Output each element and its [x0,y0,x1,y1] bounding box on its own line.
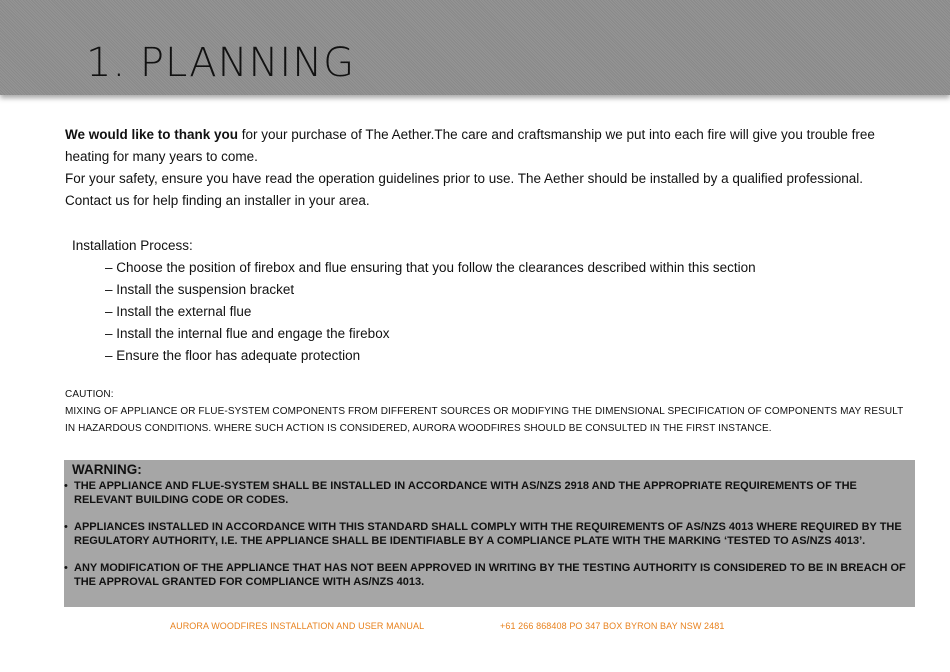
warning-item [64,479,914,507]
process-step: – Install the suspension bracket [105,282,295,297]
process-step: – Install the internal flue and engage the firebox [105,326,390,341]
caution-title: CAUTION: [65,389,114,400]
intro-paragraph-1 [65,124,895,168]
installation-process [72,235,756,367]
intro-bold-lead: We would like to thank you [65,127,239,142]
bullet-icon: • [64,562,68,574]
warning-item-text: THE APPLIANCE AND FLUE-SYSTEM SHALL BE INSTALLED IN ACCORDANCE WITH AS/NZS 2918 AND THE APPROPRIATE REQUIREMENTS OF THE RELEVANT BUILDING CODE OR CODES. [74,480,857,506]
intro-paragraph-2: For your safety, ensure you have read the operation guidelines prior to use. The Aether should be installed by a qualified professional. Contact us for help finding an installer in your area. [65,171,863,208]
warning-title: WARNING: [72,462,142,477]
bullet-icon: • [64,521,68,533]
footer-manual-title: AURORA WOODFIRES INSTALLATION AND USER MANUAL [170,621,425,631]
process-title: Installation Process: [72,238,193,253]
page-header-band [0,0,950,95]
warning-box [64,460,915,607]
caution-text: MIXING OF APPLIANCE OR FLUE-SYSTEM COMPONENTS FROM DIFFERENT SOURCES OR MODIFYING THE DIMENSIONAL SPECIFICATION OF COMPONENTS MAY RESULT IN HAZARDOUS CONDITIONS. WHERE SUCH ACTION IS CONSIDERED, AURORA WOODFIRES SHOULD BE CONSULTED IN THE FIRST INSTANCE. [65,406,904,434]
warning-item [64,561,914,589]
process-steps-list [72,257,756,367]
warning-item-text: ANY MODIFICATION OF THE APPLIANCE THAT HAS NOT BEEN APPROVED IN WRITING BY THE TESTING AUTHORITY IS CONSIDERED TO BE IN BREACH OF THE APPROVAL GRANTED FOR COMPLIANCE WITH AS/NZS 4013. [74,562,906,588]
page-title: 1. PLANNING [86,40,356,86]
intro-section [65,124,895,212]
caution-section [65,386,915,437]
intro-line1-rest: for your purchase of The Aether.The care and craftsmanship we put into each fire will give you trouble free heating for many years to come. [65,127,875,164]
warning-item [64,520,914,548]
process-step: – Ensure the floor has adequate protection [105,348,361,363]
warning-list [64,479,915,602]
warning-item-text: APPLIANCES INSTALLED IN ACCORDANCE WITH THIS STANDARD SHALL COMPLY WITH THE REQUIREMENTS OF AS/NZS 4013 WHERE REQUIRED BY THE REGULATORY AUTHORITY, I.E. THE APPLIANCE SHALL BE IDENTIFIABLE BY A COMPLIANCE PLATE WITH THE MARKING ‘TESTED TO AS/NZS 4013’. [74,521,902,547]
process-step: – Install the external flue [105,304,252,319]
bullet-icon: • [64,480,68,492]
process-step: – Choose the position of firebox and flue ensuring that you follow the clearances described within this section [105,260,756,275]
footer-contact: +61 266 868408 PO 347 BOX BYRON BAY NSW 2481 [500,621,725,631]
